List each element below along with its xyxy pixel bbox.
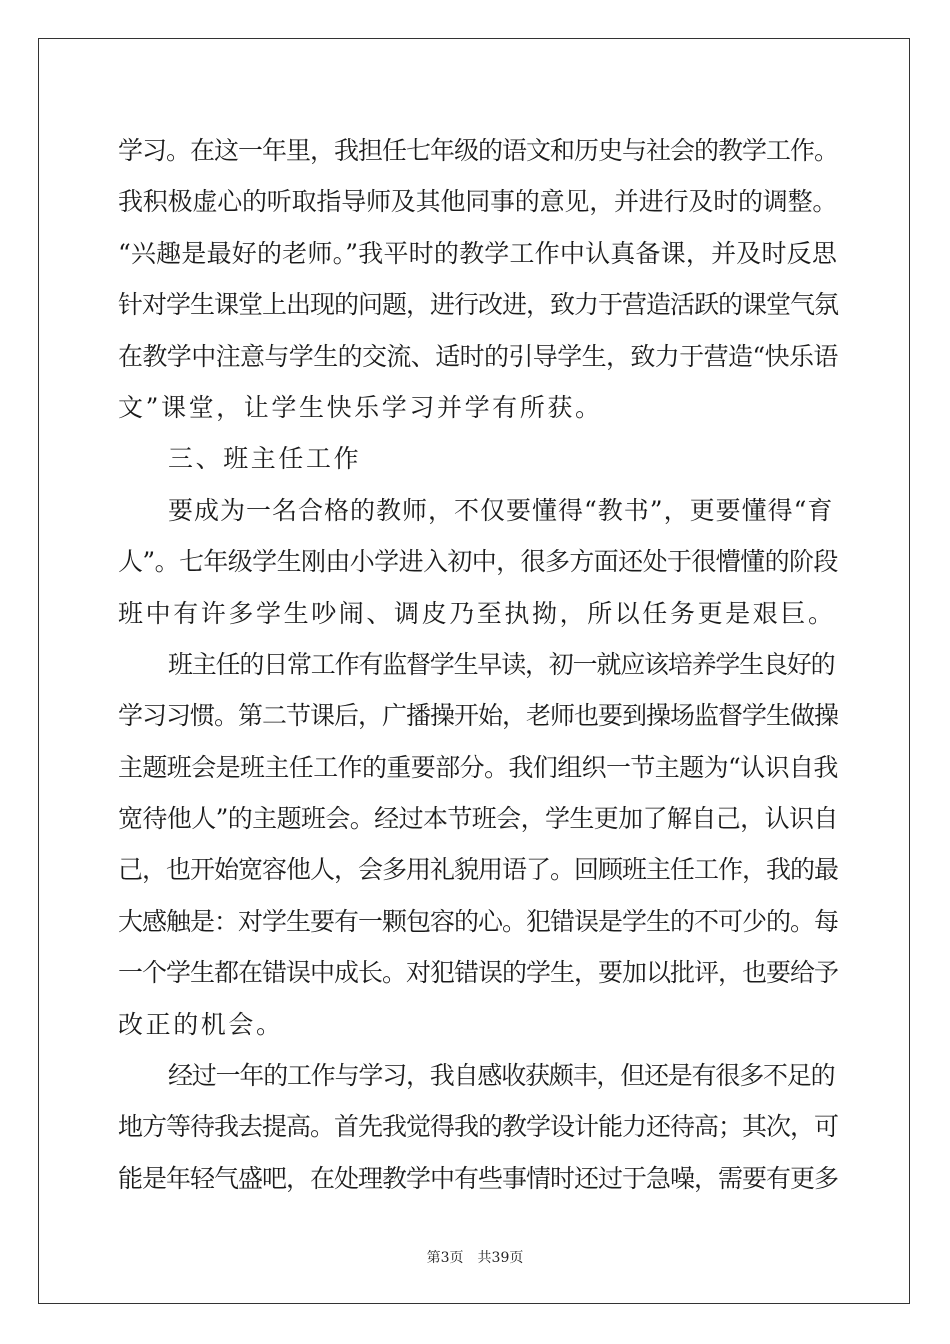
text-line: “兴趣是最好的老师。”我平时的教学工作中认真备课，并及时反思 [118, 238, 838, 268]
text-line: 人”。七年级学生刚由小学进入初中，很多方面还处于很懵懂的阶段 [118, 547, 838, 577]
document-body [118, 125, 838, 1204]
total-pages: 共39页 [477, 1250, 524, 1266]
text-line: 班中有许多学生吵闹、调皮乃至执拗，所以任务更是艰巨。 [118, 598, 836, 628]
text-line: 宽待他人”的主题班会。经过本节班会，学生更加了解自己，认识自 [118, 804, 838, 834]
text-line: 三、班主任工作 [168, 444, 362, 474]
text-line: 一个学生都在错误中成长。对犯错误的学生，要加以批评，也要给予 [118, 958, 839, 988]
text-line: 能是年轻气盛吧，在处理教学中有些事情时还过于急噪，需要有更多 [118, 1163, 839, 1193]
text-line: 学习。在这一年里，我担任七年级的语文和历史与社会的教学工作。 [118, 136, 839, 165]
text-line: 要成为一名合格的教师，不仅要懂得“教书”，更要懂得“育 [168, 495, 834, 525]
page-number: 第3页 [426, 1250, 464, 1266]
page-footer [0, 1247, 950, 1267]
text-line: 班主任的日常工作有监督学生早读，初一就应该培养学生良好的 [168, 649, 835, 679]
text-line: 地方等待我去提高。首先我觉得我的教学设计能力还待高；其次，可 [118, 1112, 839, 1142]
text-line: 己，也开始宽容他人，会多用礼貌用语了。回顾班主任工作，我的最 [118, 855, 839, 885]
text-line: 经过一年的工作与学习，我自感收获颇丰，但还是有很多不足的 [168, 1061, 835, 1091]
text-line: 我积极虚心的听取指导师及其他同事的意见，并进行及时的调整。 [118, 187, 838, 217]
text-line: 在教学中注意与学生的交流、适时的引导学生，致力于营造“快乐语 [118, 341, 838, 371]
text-line: 学习习惯。第二节课后，广播操开始，老师也要到操场监督学生做操 [118, 701, 839, 731]
text-line: 主题班会是班主任工作的重要部分。我们组织一节主题为“认识自我 [118, 752, 838, 782]
text-line: 针对学生课堂上出现的问题，进行改进，致力于营造活跃的课堂气氛 [118, 290, 839, 320]
text-line: 大感触是：对学生要有一颗包容的心。犯错误是学生的不可少的。每 [118, 906, 839, 936]
text-line: 文”课堂，让学生快乐学习并学有所获。 [118, 392, 603, 422]
text-line: 改正的机会。 [118, 1009, 284, 1039]
